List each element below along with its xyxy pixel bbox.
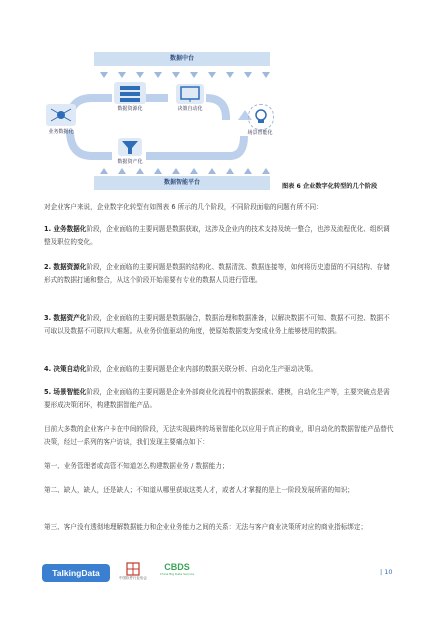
resource-node (114, 82, 146, 104)
stage-4-text: 阶段，企业面临的主要问题是企业内部的数据关联分析、自动化生产驱动决策。 (86, 365, 318, 373)
asset-node (118, 138, 142, 156)
down-arrow-icon (136, 72, 144, 78)
stage-5-title: 5. 场景智能化 (44, 388, 87, 396)
server-icon (114, 82, 146, 104)
up-arrow-icon (262, 168, 270, 174)
scenario-node (248, 104, 274, 130)
cbds-logo-text: CBDS (164, 562, 190, 572)
cbds-logo-subtext: China Big Data Service (159, 572, 195, 576)
up-arrow-icon (172, 168, 180, 174)
funnel-icon (118, 138, 142, 156)
down-arrow-icon (262, 72, 270, 78)
software-association-text: 中国软件行业协会 (119, 576, 147, 580)
scenario-label: 场景智能化 (247, 130, 273, 136)
up-arrow-icon (118, 168, 126, 174)
up-arrow-icon (208, 168, 216, 174)
up-arrow-icon (154, 168, 162, 174)
resource-label: 数据资源化 (117, 106, 143, 112)
stage-2-title: 2. 数据资源化 (44, 263, 87, 271)
lightbulb-icon (249, 105, 273, 129)
automation-label: 决策自动化 (177, 106, 203, 112)
network-icon (46, 104, 76, 126)
page-number: | 10 (380, 568, 393, 576)
data-intelligence-banner: 数据智能平台 (94, 176, 270, 190)
stage-3-paragraph (44, 312, 396, 338)
intro-paragraph: 对企业客户来说，企业数字化转型有如图表 6 所示的几个阶段，不同阶段面临的问题有所不同： (44, 203, 323, 211)
up-arrow-icon (244, 168, 252, 174)
stage-4-paragraph (44, 363, 396, 376)
association-emblem-icon (116, 562, 150, 576)
up-arrow-icon (100, 168, 108, 174)
data-middle-platform-banner: 数据中台 (94, 52, 270, 66)
monitor-icon (176, 84, 204, 104)
stage-2-text: 阶段，企业面临的主要问题是数据的结构化、数据清洗、数据连接等，如何将历史遗留的不同结构、存储形式的数据打通和整合，从这个阶段开始需要有专业的数据人员进行管理。 (44, 263, 390, 284)
stage-1-text: 阶段，企业面临的主要问题是数据获取，这涉及企业内的技术支持及统一整合，也涉及流程优化、组织调整及职位的变化。 (44, 225, 390, 246)
talkingdata-logo (42, 564, 110, 582)
down-arrow-icon (172, 72, 180, 78)
stage-1-paragraph (44, 223, 396, 249)
software-association-logo (116, 562, 150, 584)
stage-2-paragraph (44, 261, 396, 287)
stage-3-text: 阶段，企业面临的主要问题是数据融合，数据治理和数据准备，以解决数据不可知、数据不可控、数据不可取以及数据不可联四大难题。从业务价值驱动的角度，使原始数据变为变成业务上能够使用的数据。 (44, 314, 390, 335)
digitization-node (46, 104, 76, 126)
automation-node (176, 84, 204, 104)
down-arrow-icon (154, 72, 162, 78)
down-arrow-icon (118, 72, 126, 78)
asset-label: 数据资产化 (117, 159, 143, 165)
down-arrow-icon (208, 72, 216, 78)
pain-point-3: 第三、客户没有透彻地理解数据能力和企业业务能力之间的关系：无法与客户商业决策所对应的商业指标绑定； (44, 523, 368, 531)
up-arrow-icon (190, 168, 198, 174)
up-arrow-icon (136, 168, 144, 174)
down-arrow-icon (100, 72, 108, 78)
figure-caption: 图表 6 企业数字化转型的几个阶段 (282, 183, 378, 190)
digitization-label: 业务数据化 (48, 129, 74, 135)
up-arrow-icon (226, 168, 234, 174)
down-arrow-icon (244, 72, 252, 78)
stage-4-title: 4. 决策自动化 (44, 365, 87, 373)
summary-paragraph: 目前大多数的企业客户卡在中间的阶段，无法实现最终的场景智能化以应用于真正的商业，即自动化的数据智能产品替代决策，经过一系列的客户访谈，我们发现主要痛点如下： (44, 425, 394, 446)
pain-point-2: 第二、缺人，缺人，还是缺人；不知道从哪里获取这类人才，或者人才掌握的是上一阶段发展所需的知识； (44, 486, 354, 494)
stage-5-paragraph (44, 386, 396, 412)
stage-3-title: 3. 数据资产化 (44, 314, 87, 322)
talkingdata-logo-text: TalkingData (52, 568, 100, 578)
pain-point-1: 第一、业务管理者或高管不知道怎么构建数据业务 / 数据能力； (44, 462, 229, 470)
cbds-logo (158, 562, 196, 584)
stage-1-title: 1. 业务数据化 (44, 225, 87, 233)
down-arrow-icon (190, 72, 198, 78)
stage-5-text: 阶段，企业面临的主要问题是企业外部商业化流程中的数据探索、建模，自动化生产等，主要突破点是需要形成决策闭环，构建数据智能产品。 (44, 388, 390, 409)
down-arrow-icon (226, 72, 234, 78)
